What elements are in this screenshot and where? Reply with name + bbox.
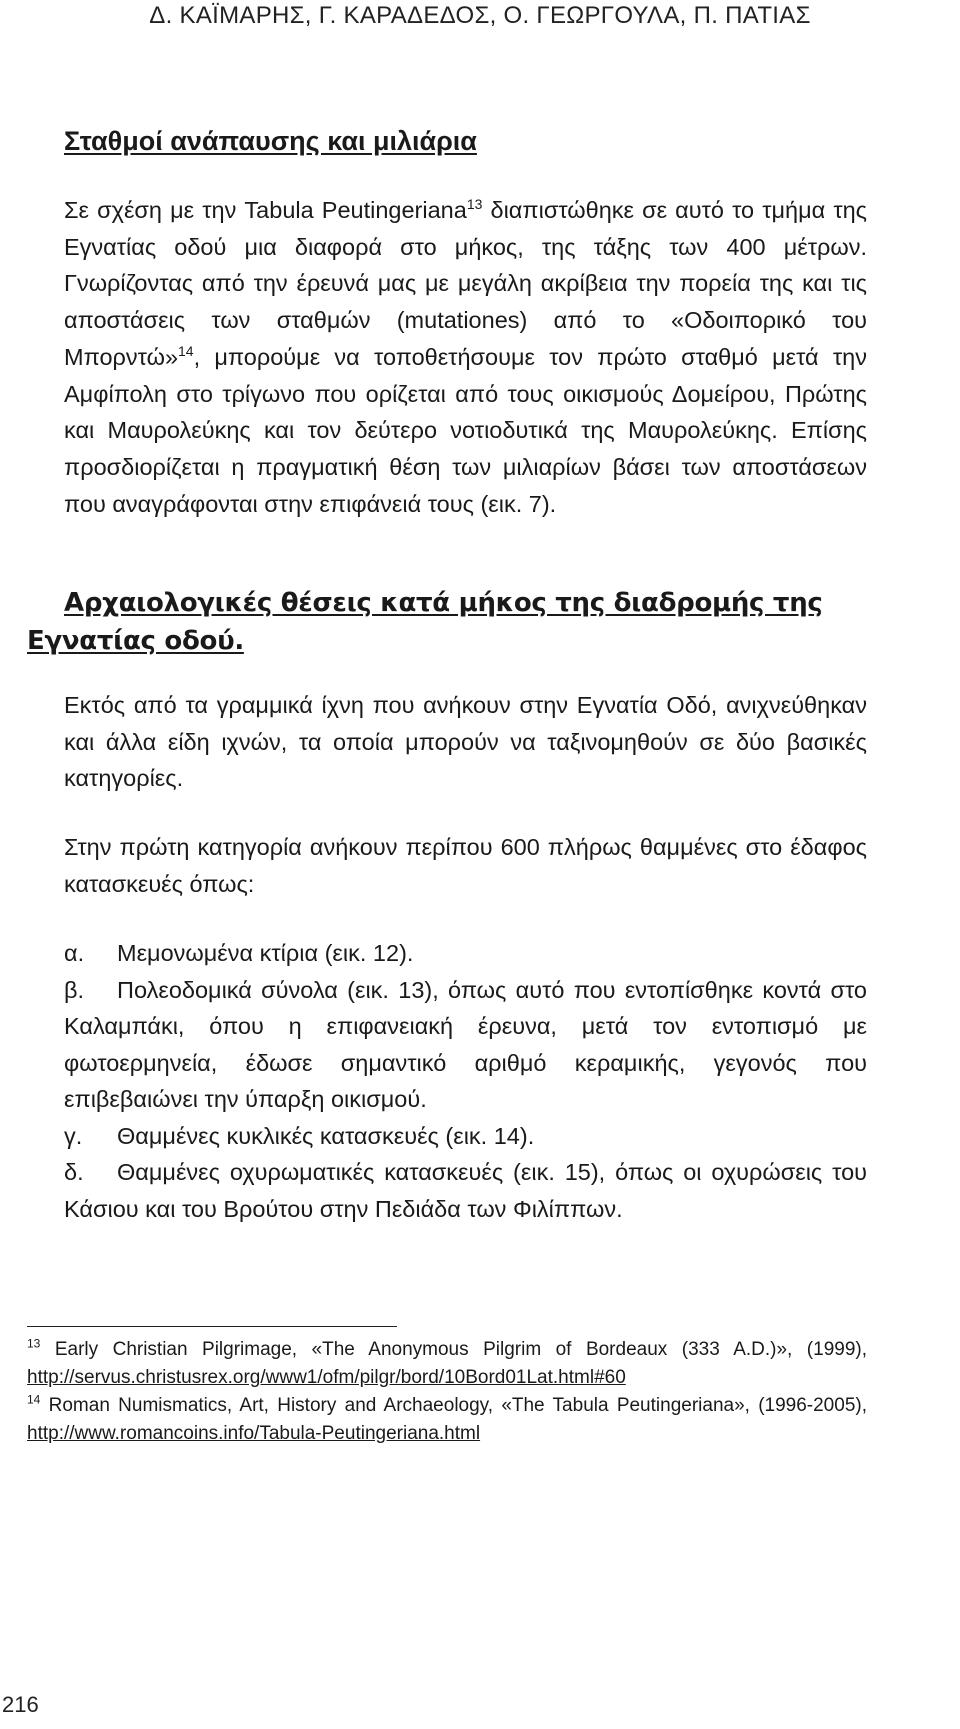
footnote-text: Roman Numismatics, Art, History and Archaeology, «The Tabula Peutingeriana», (1996-2005), — [40, 1395, 867, 1416]
footnote-link[interactable]: http://servus.christusrex.org/www1/ofm/pilgr/bord/10Bord01Lat.html#60 — [27, 1367, 626, 1388]
section-heading: Σταθμοί ανάπαυσης και μιλιάρια — [64, 126, 477, 156]
running-head: Δ. ΚΑΪΜΑΡΗΣ, Γ. ΚΑΡΑΔΕΔΟΣ, Ο. ΓΕΩΡΓΟΥΛΑ, Π. ΠΑΤΙΑΣ — [149, 2, 811, 29]
list-item-text: Πολεοδομικά σύνολα (εικ. 13), όπως αυτό που εντοπίσθηκε κοντά στο Καλαμπάκι, όπου η επιφανειακή έρευνα, μετά τον εντοπισμό με φωτοερμηνεία, έδωσε σημαντικό αριθμό κεραμικής, γεγονός που επιβεβαιώνει την ύπαρξη οικισμού. — [64, 976, 867, 1112]
body-paragraph-3: Στην πρώτη κατηγορία ανήκουν περίπου 600 πλήρως θαμμένες στο έδαφος κατασκευές όπως: — [64, 834, 867, 897]
list-item-text: Θαμμένες οχυρωματικές κατασκευές (εικ. 15), όπως οι οχυρώσεις του Κάσιου και του Βρούτου στην Πεδιάδα των Φιλίππων. — [64, 1159, 867, 1222]
categories-list — [64, 935, 867, 1227]
archaeological-sites-heading: Αρχαιολογικές θέσεις κατά μήκος της διαδρομής της Εγνατίας οδού. — [27, 588, 823, 656]
footnote-14 — [27, 1392, 867, 1448]
list-marker: β. — [64, 976, 85, 1003]
list-marker: δ. — [64, 1159, 84, 1185]
body-paragraph-2: Εκτός από τα γραμμικά ίχνη που ανήκουν στην Εγνατία Οδό, ανιχνεύθηκαν και άλλα είδη ιχνών, τα οποία μπορούν να ταξινομηθούν σε δύο βασικές κατηγορίες. — [64, 692, 867, 792]
footnote-divider — [27, 1326, 397, 1327]
list-item-d — [64, 1154, 867, 1227]
para1-text-c: , μπορούμε να τοποθετήσουμε τον πρώτο σταθμό μετά την Αμφίπολη στο τρίγωνο που ορίζεται από τους οικισμούς Δομείρου, Πρώτης και Μαυρολεύκης και τον δεύτερο νοτιοδυτικά της Μαυρολεύκης. Επίσης προσδιορίζεται η πραγματική θέση των μιλιαρίων βάσει των αποστάσεων που αναγράφονται στην επιφάνειά τους (εικ. 7). — [64, 343, 867, 517]
para1-text-b: διαπιστώθηκε σε αυτό το τμήμα της Εγνατίας οδού μια διαφορά στο μήκος, της τάξης των 400 μέτρων. Γνωρίζοντας από την έρευνά μας με μεγάλη ακρίβεια την πορεία της και τις αποστάσεις των σταθμών (mutationes) από το «Οδοιπορικό του Μπορντώ» — [64, 197, 867, 370]
list-item-a — [64, 935, 867, 972]
footnote-text: Early Christian Pilgrimage, «The Anonymous Pilgrim of Bordeaux (333 A.D.)», (1999), — [40, 1339, 867, 1360]
footnote-number: 14 — [27, 1392, 41, 1407]
footnote-ref-13[interactable]: 13 — [466, 196, 483, 213]
list-marker: α. — [64, 940, 85, 966]
footnote-number: 13 — [27, 1336, 41, 1351]
list-item-b — [64, 972, 867, 1118]
list-marker: γ. — [64, 1122, 83, 1149]
footnote-13 — [27, 1336, 867, 1392]
list-item-c — [64, 1118, 867, 1155]
footnote-link[interactable]: http://www.romancoins.info/Tabula-Peutingeriana.html — [27, 1423, 481, 1444]
body-paragraph-1 — [64, 192, 867, 522]
list-item-text: Θαμμένες κυκλικές κατασκευές (εικ. 14). — [117, 1122, 535, 1149]
page-number: 216 — [2, 1692, 39, 1717]
para1-text-a: Σε σχέση με την Tabula Peutingeriana — [64, 197, 467, 223]
footnote-ref-14[interactable]: 14 — [178, 342, 194, 359]
list-item-text: Μεμονωμένα κτίρια (εικ. 12). — [117, 940, 414, 966]
